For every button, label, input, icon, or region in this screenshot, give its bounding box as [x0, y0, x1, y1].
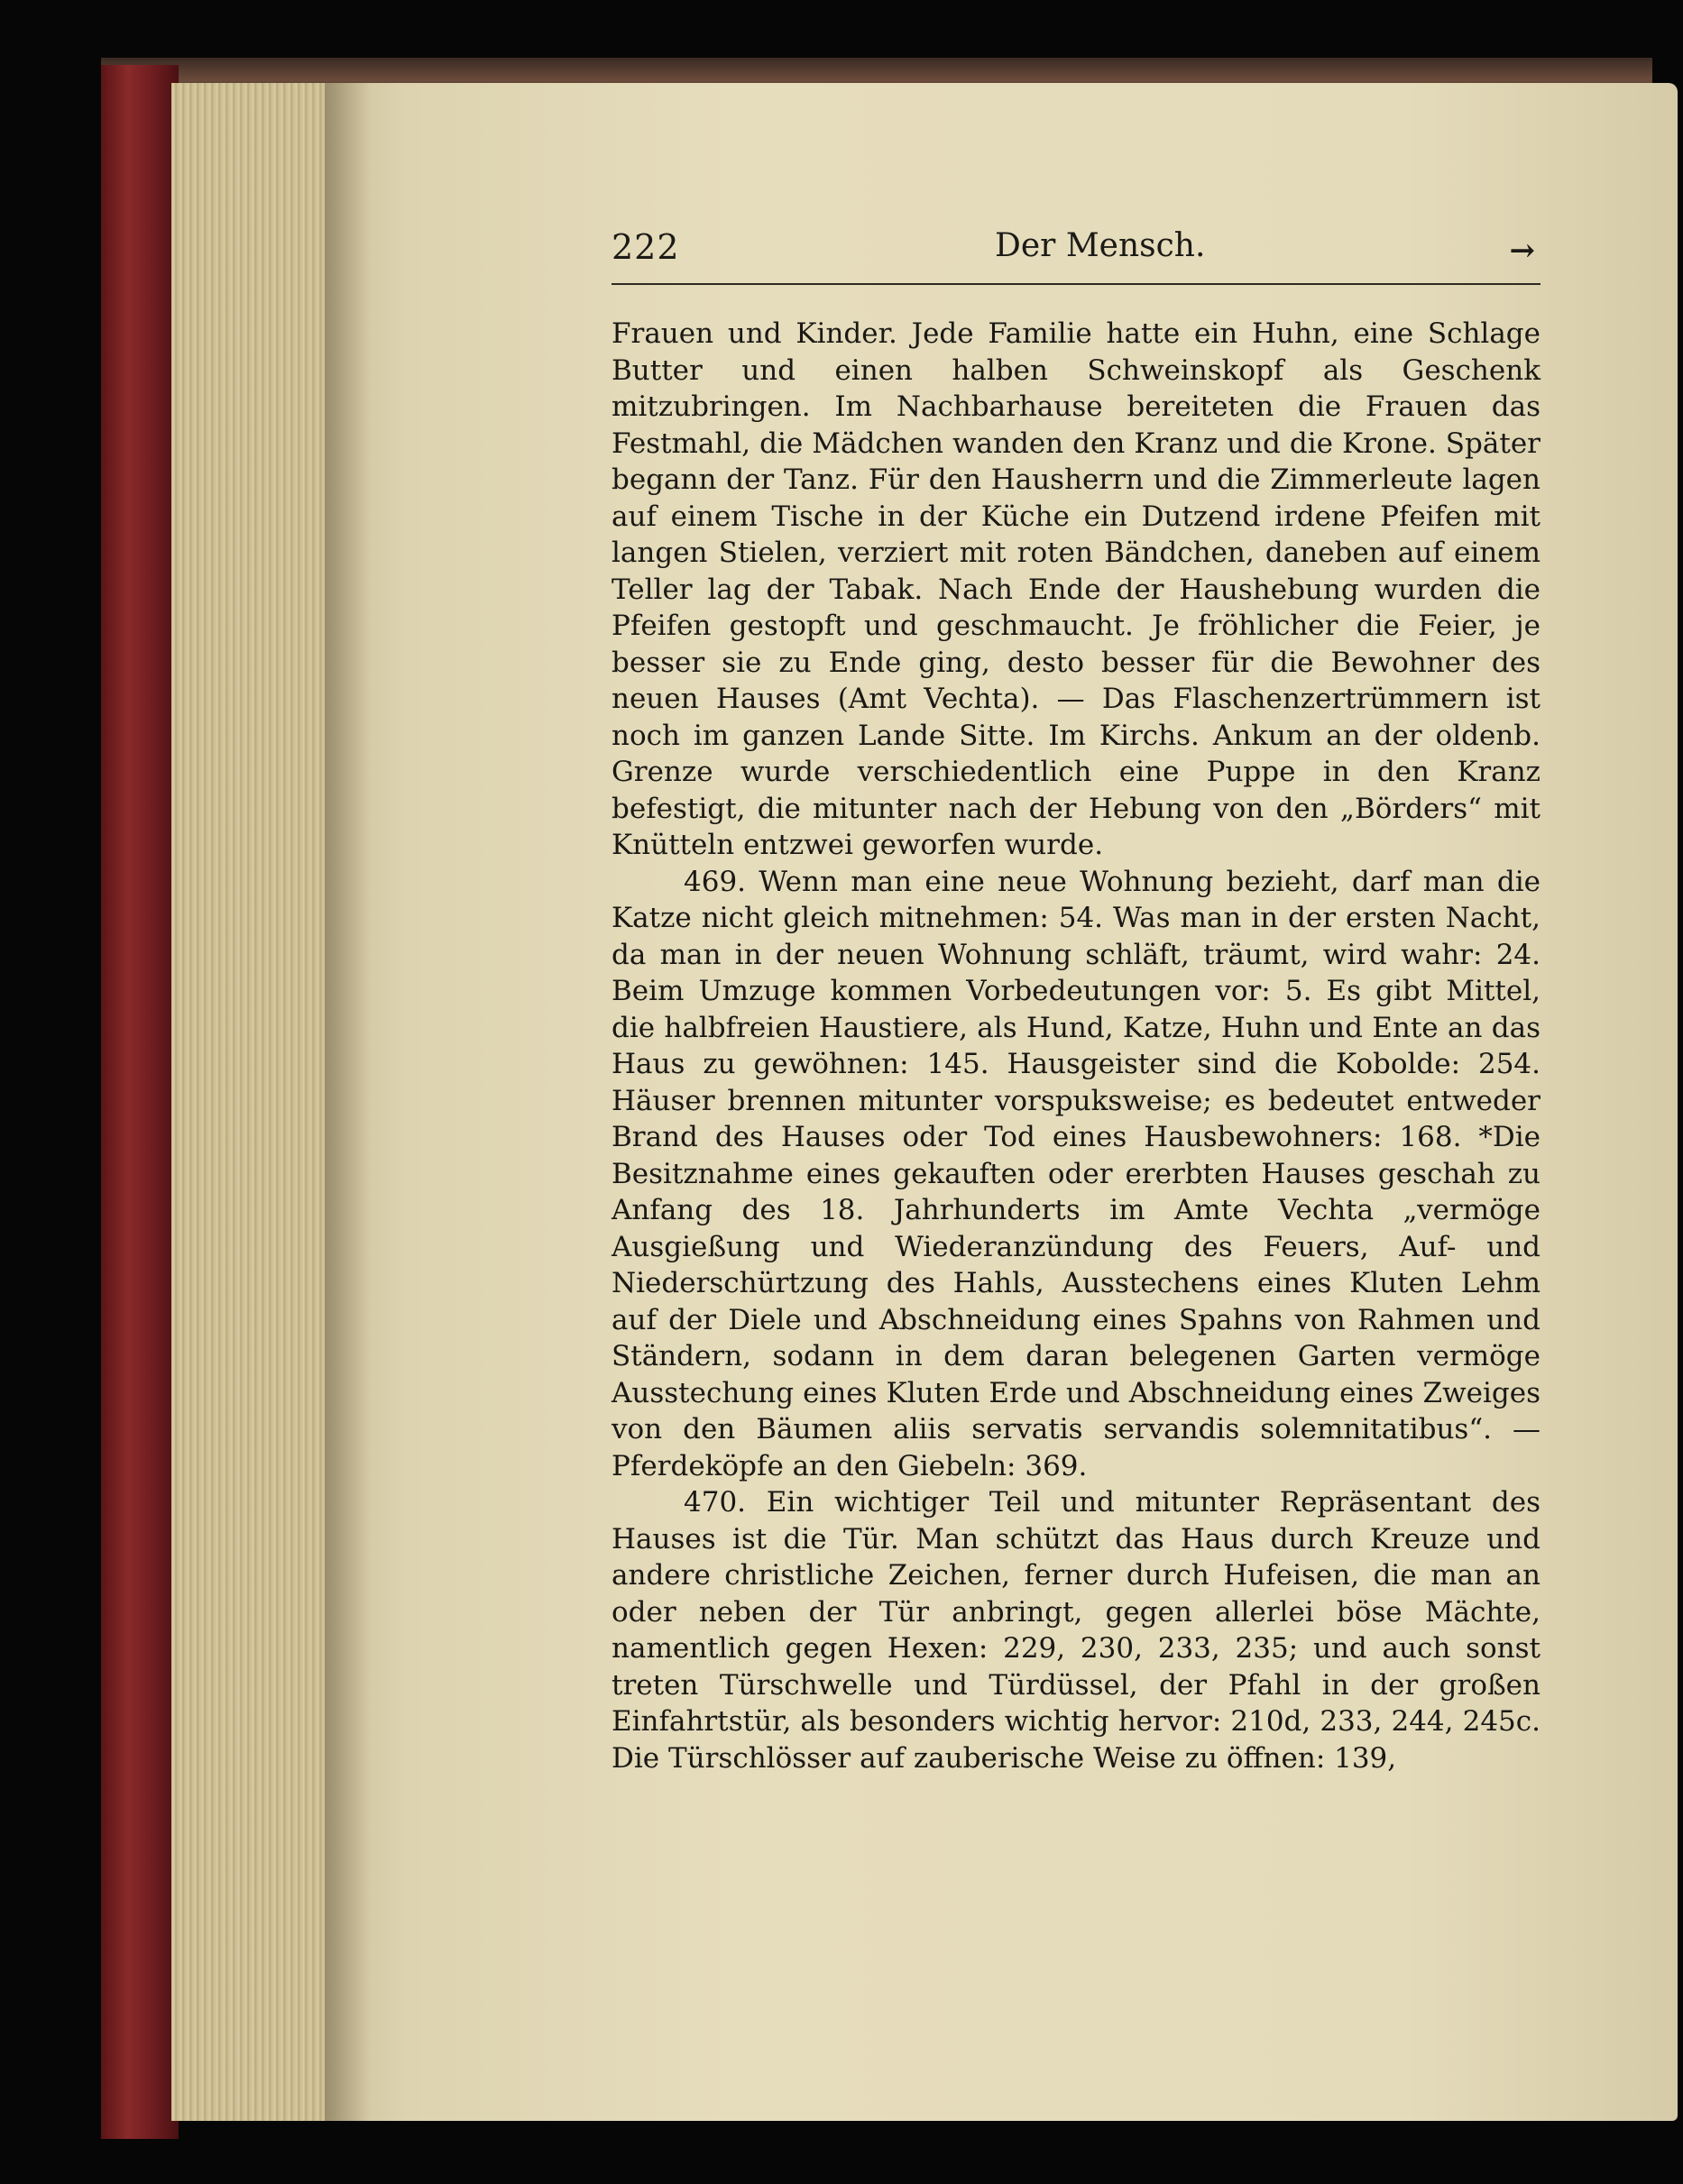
paragraph-469: 469. Wenn man eine neue Wohnung bezieht, darf man die Katze nicht gleich mitnehmen: 54. Was man in der ersten Nacht, da man in der neuen Wohnung schläft, träumt, wird wahr: 24. Beim Umzuge kommen Vorbedeutungen vor: 5. Es gibt Mittel, die halbfreien Haustiere, als Hund, Katze, Huhn und Ente an das Haus zu gewöhnen: 145. Hausgeister sind die Kobolde: 254. Häuser brennen mitunter vorspuksweise; es bedeutet entweder Brand des Hauses oder Tod eines Hausbewohners: 168. *Die Besitznahme eines gekauften oder ererbten Hauses geschah zu Anfang des 18. Jahrhunderts im Amte Vechta „vermöge Ausgießung und Wiederanzündung des Feuers, Auf- und Niederschürtzung des Hahls, Ausstechens eines Kluten Lehm auf der Diele und Abschneidung eines Spahns von Rahmen und Ständern, sodann in dem daran belegenen Garten vermöge Ausstechung eines Kluten Erde und Abschneidung eines Zweiges von den Bäumen aliis servatis servandis solemnitatibus“. — Pferdeköpfe an den Giebeln: 369. — [612, 865, 1540, 1482]
page-number: 222 — [612, 227, 680, 267]
book-cover-spine — [101, 65, 179, 2139]
paragraph-continuation: Frauen und Kinder. Jede Familie hatte ein Huhn, eine Schlage Butter und einen halben Schweinskopf als Geschenk mitzubringen. Im Nachbarhause bereiteten die Frauen das Festmahl, die Mädchen wanden den Kranz und die Krone. Später begann der Tanz. Für den Hausherrn und die Zimmerleute lagen auf einem Tische in der Küche ein Dutzend irdene Pfeifen mit langen Stielen, verziert mit roten Bändchen, daneben auf einem Teller lag der Tabak. Nach Ende der Haushebung wurden die Pfeifen gestopft und geschmaucht. Je fröhlicher die Feier, je besser sie zu Ende ging, desto besser für die Bewohner des neuen Hauses (Amt Vechta). — Das Flaschenzertrümmern ist noch im ganzen Lande Sitte. Im Kirchs. Ankum an der oldenb. Grenze wurde verschiedentlich eine Puppe in den Kranz befestigt, die mitunter nach der Hebung von den „Börders“ mit Knütteln entzwei geworfen wurde. — [612, 317, 1540, 861]
page-edges — [171, 83, 343, 2121]
page-header — [612, 227, 1540, 285]
body-text — [612, 316, 1540, 1776]
arrow-icon: → — [1509, 233, 1535, 269]
paragraph-470: 470. Ein wichtiger Teil und mitunter Repräsentant des Hauses ist die Tür. Man schützt das Haus durch Kreuze und andere christliche Zeichen, ferner durch Hufeisen, die man an oder neben der Tür anbringt, gegen allerlei böse Mächte, namentlich gegen Hexen: 229, 230, 233, 235; und auch sonst treten Türschwelle und Türdüssel, der Pfahl in der großen Einfahrtstür, als besonders wichtig hervor: 210d, 233, 244, 245c. Die Türschlösser auf zauberische Weise zu öffnen: 139, — [612, 1486, 1540, 1775]
running-title: Der Mensch. — [995, 227, 1206, 264]
gutter-shadow — [325, 83, 370, 2121]
